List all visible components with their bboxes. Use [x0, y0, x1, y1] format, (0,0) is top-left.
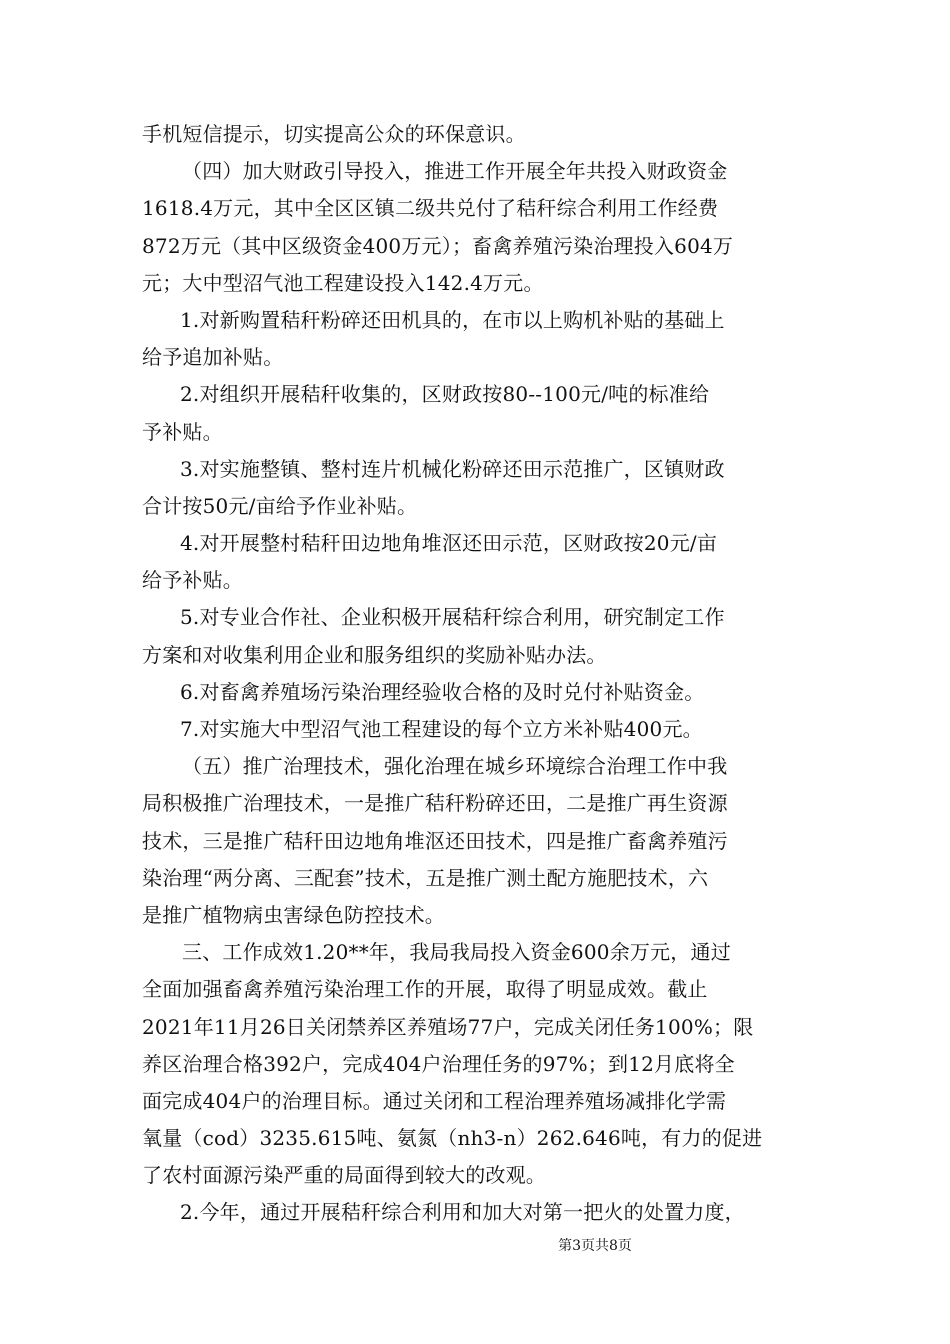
- text-line: 元；大中型沼气池工程建设投入142.4万元。: [142, 270, 544, 295]
- text-line: 技术，三是推广秸秆田边地角堆沤还田技术，四是推广畜禽养殖污: [142, 828, 728, 853]
- text-line: 合计按50元/亩给予作业补贴。: [142, 493, 418, 518]
- text-line: 1.对新购置秸秆粉碎还田机具的，在市以上购机补贴的基础上: [180, 307, 725, 332]
- text-line: 2.对组织开展秸秆收集的，区财政按80--100元/吨的标准给: [180, 382, 710, 407]
- text-line: 4.对开展整村秸秆田边地角堆沤还田示范，区财政按20元/亩: [180, 531, 718, 556]
- text-line: 7.对实施大中型沼气池工程建设的每个立方米补贴400元。: [180, 717, 703, 741]
- text-line: 局积极推广治理技术，一是推广秸秆粉碎还田，二是推广再生资源: [142, 791, 728, 816]
- text-line: 2.今年，通过开展秸秆综合利用和加大对第一把火的处置力度，: [180, 1200, 745, 1225]
- document-body: [142, 116, 814, 1232]
- text-line: 全面加强畜禽养殖污染治理工作的开展，取得了明显成效。截止: [142, 977, 708, 1002]
- text-line: 872万元（其中区级资金400万元）；畜禽养殖污染治理投入604万: [142, 233, 734, 258]
- text-line: 三、工作成效1.20**年，我局我局投入资金600余万元，通过: [182, 940, 731, 965]
- text-line: （四）加大财政引导投入，推进工作开展全年共投入财政资金: [182, 159, 728, 184]
- text-line: 给予追加补贴。: [142, 345, 284, 370]
- page-number: 第3页共8页: [558, 1238, 632, 1254]
- text-line: 手机短信提示，切实提高公众的环保意识。: [142, 122, 526, 146]
- text-line: 5.对专业合作社、企业积极开展秸秆综合利用，研究制定工作: [180, 605, 725, 630]
- text-line: 了农村面源污染严重的局面得到较大的改观。: [142, 1163, 546, 1188]
- text-line: 是推广植物病虫害绿色防控技术。: [142, 902, 445, 927]
- text-line: 2021年11月26日关闭禁养区养殖场77户，完成关闭任务100%；限: [142, 1014, 754, 1039]
- text-line: （五）推广治理技术，强化治理在城乡环境综合治理工作中我: [182, 754, 728, 779]
- text-line: 面完成404户的治理目标。通过关闭和工程治理养殖场减排化学需: [142, 1088, 727, 1113]
- text-line: 3.对实施整镇、整村连片机械化粉碎还田示范推广，区镇财政: [180, 456, 725, 481]
- text-line: 1618.4万元，其中全区区镇二级共兑付了秸秆综合利用工作经费: [142, 196, 719, 221]
- text-line: 予补贴。: [142, 419, 223, 444]
- text-line: 6.对畜禽养殖场污染治理经验收合格的及时兑付补贴资金。: [180, 679, 705, 704]
- text-line: 方案和对收集利用企业和服务组织的奖励补贴办法。: [142, 642, 607, 667]
- text-line: 氧量（cod）3235.615吨、氨氮（nh3-n）262.646吨，有力的促进: [142, 1126, 763, 1151]
- text-line: 养区治理合格392户，完成404户治理任务的97%；到12月底将全: [142, 1051, 735, 1076]
- text-line: 给予补贴。: [142, 568, 243, 593]
- text-line: 染治理“两分离、三配套”技术，五是推广测土配方施肥技术，六: [142, 865, 709, 890]
